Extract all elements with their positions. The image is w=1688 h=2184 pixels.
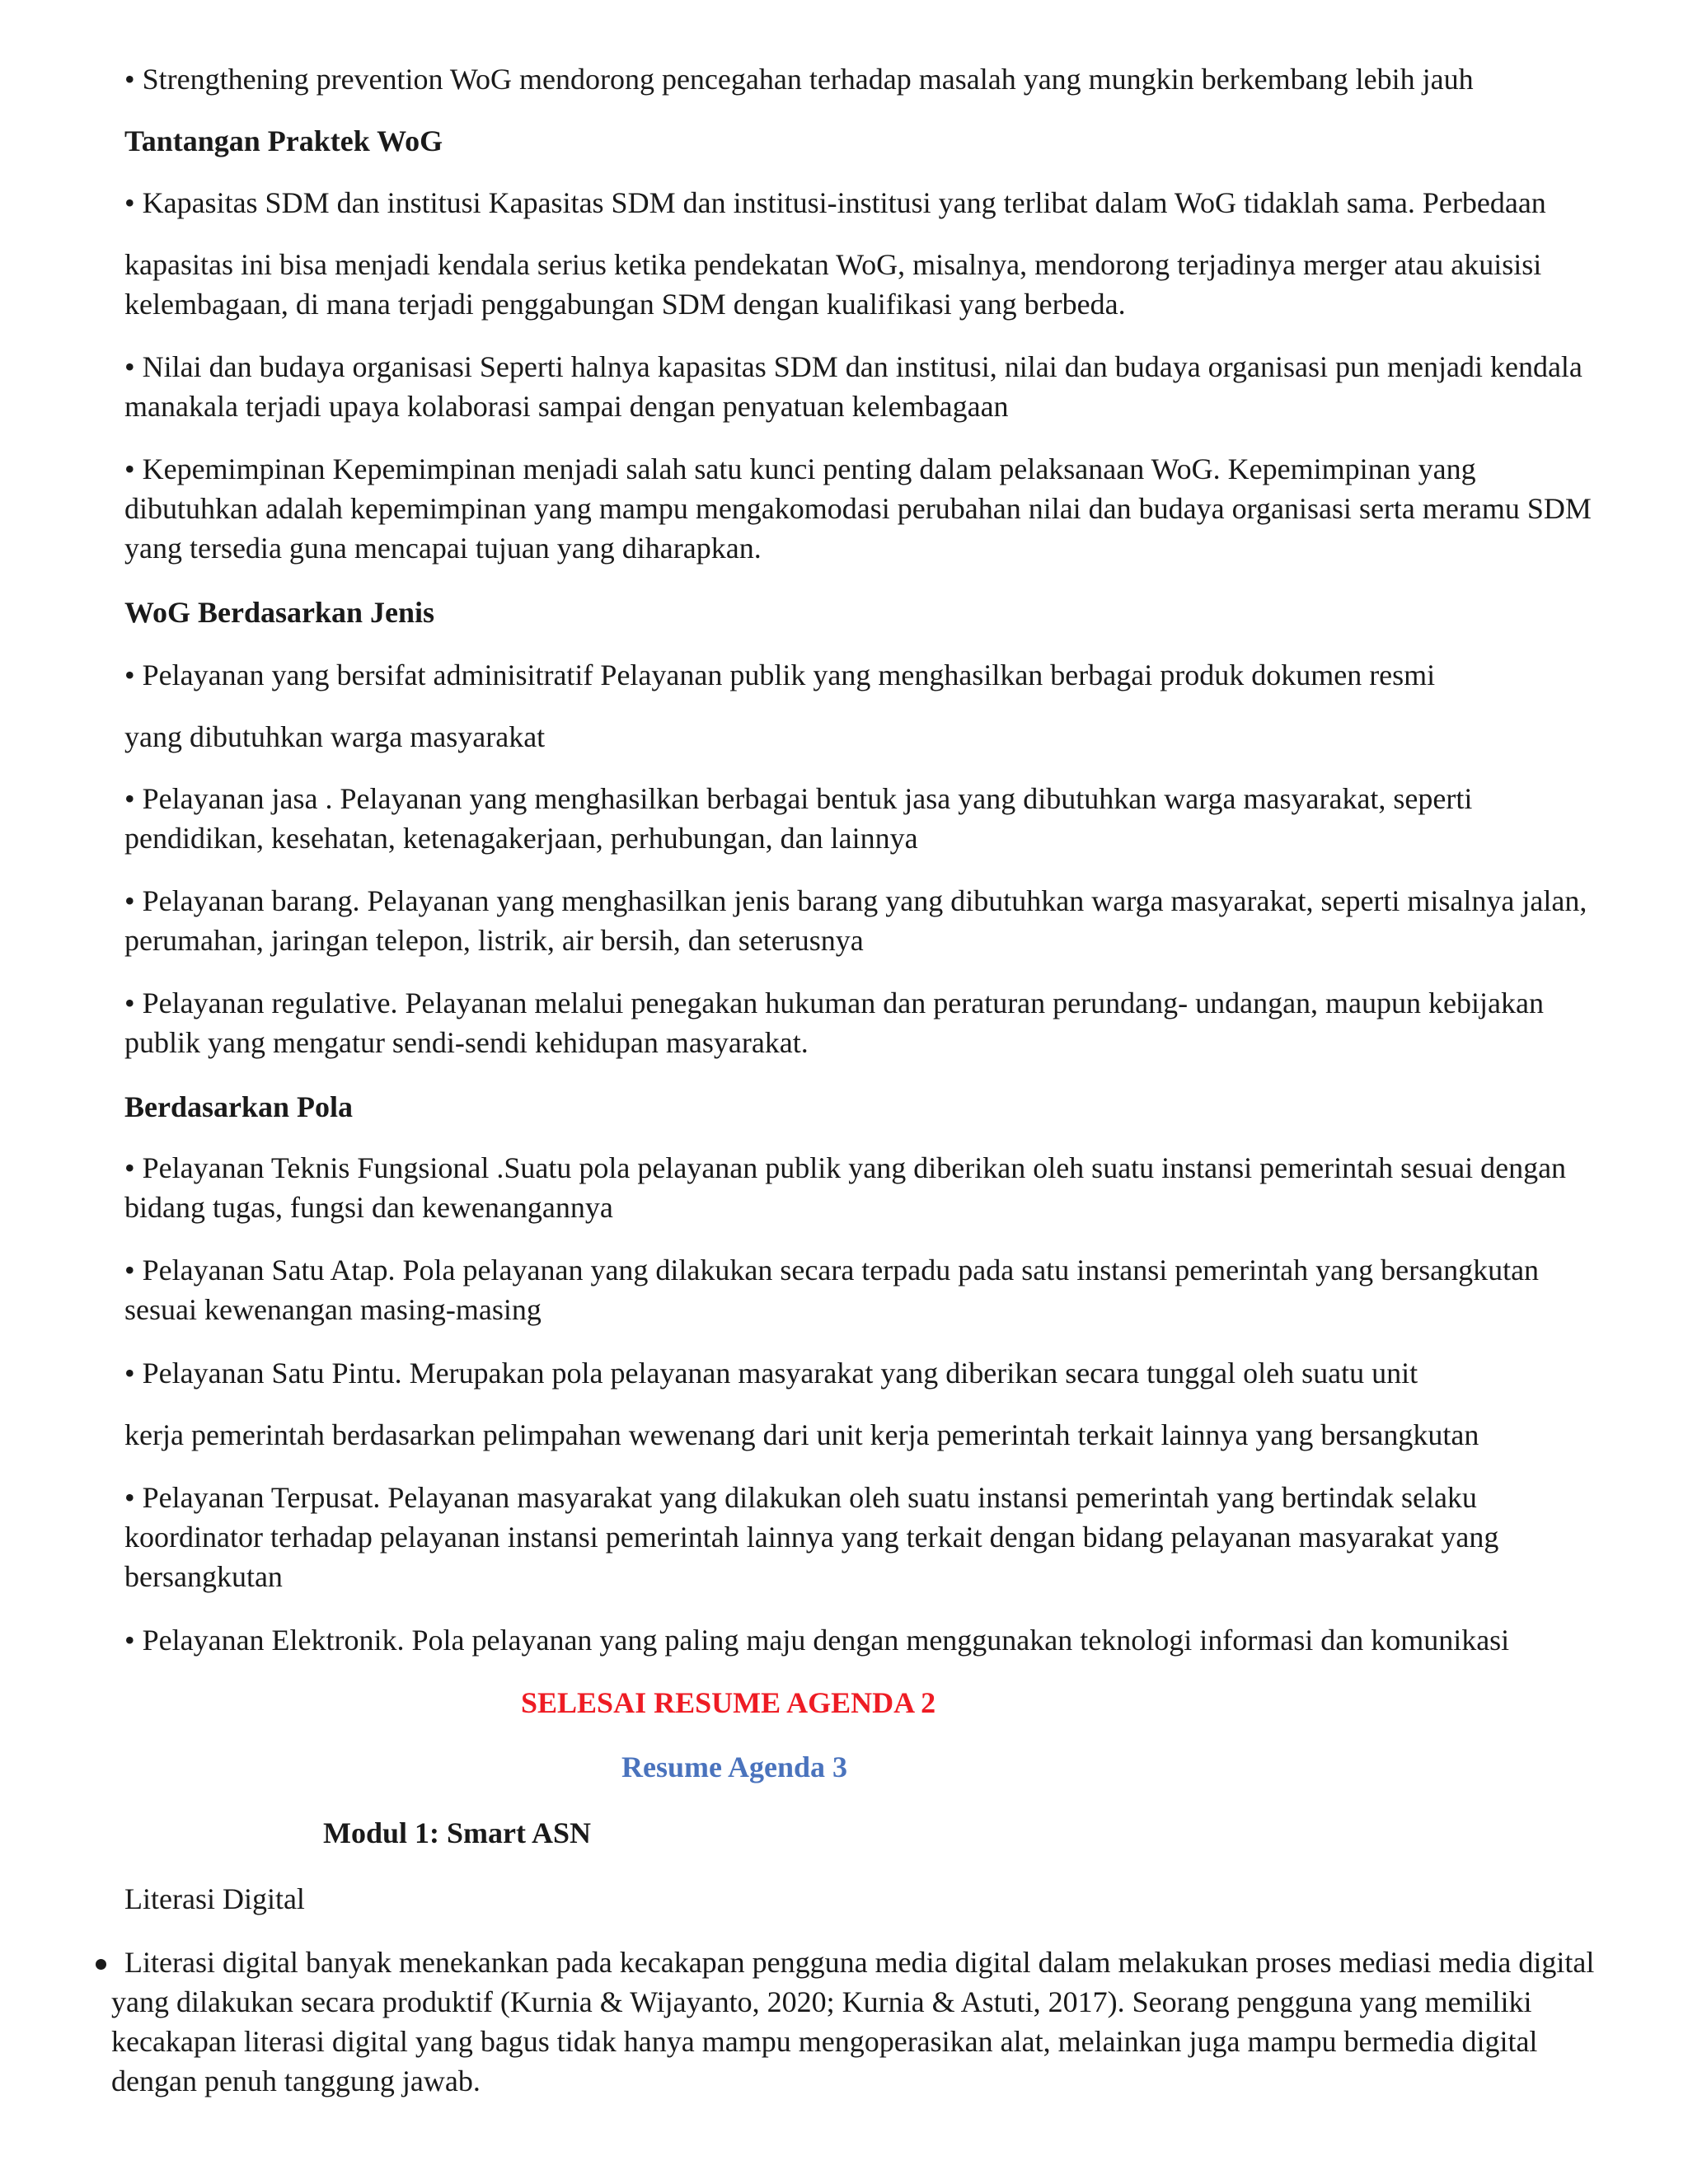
bullet-nilai-budaya: • Nilai dan budaya organisasi Seperti halnya kapasitas SDM dan institusi, nilai dan budaya organisasi pun menjadi kendala manakala terjadi upaya kolaborasi sampai dengan penyatuan kelembagaan: [124, 350, 1582, 423]
modul-title: Modul 1: Smart ASN: [323, 1816, 592, 1849]
bullet-strengthening-prevention: • Strengthening prevention WoG mendorong pencegahan terhadap masalah yang mungkin berkembang lebih jauh: [124, 63, 1474, 96]
paragraph-satu-pintu-continued: kerja pemerintah berdasarkan pelimpahan wewenang dari unit kerja pemerintah terkait lainnya yang bersangkutan: [124, 1418, 1479, 1451]
bullet-kepemimpinan: • Kepemimpinan Kepemimpinan menjadi salah satu kunci penting dalam pelaksanaan WoG. Kepemimpinan yang dibutuhkan adalah kepemimpinan yang mampu mengakomodasi perubahan nilai dan budaya organisasi serta meramu SDM yang tersedia guna mencapai tujuan yang diharapkan.: [124, 452, 1592, 565]
bullet-kapasitas-sdm: • Kapasitas SDM dan institusi Kapasitas SDM dan institusi-institusi yang terlibat dalam WoG tidaklah sama. Perbedaan: [124, 186, 1546, 219]
paragraph-kapasitas-continued: kapasitas ini bisa menjadi kendala serius ketika pendekatan WoG, misalnya, mendorong terjadinya merger atau akuisisi kelembagaan, di mana terjadi penggabungan SDM dengan kualifikasi yang berbeda.: [124, 248, 1542, 321]
bullet-pelayanan-teknis-fungsional: • Pelayanan Teknis Fungsional .Suatu pola pelayanan publik yang diberikan oleh suatu instansi pemerintah sesuai dengan bidang tugas, fungsi dan kewenangannya: [124, 1151, 1567, 1224]
list-item-text: Literasi digital banyak menekankan pada kecakapan pengguna media digital dalam melakukan proses mediasi media digital yang dilakukan secara produktif (Kurnia & Wijayanto, 2020; Kurnia & Astuti, 2017). Seorang pengguna yang memiliki kecakapan literasi digital yang bagus tidak hanya mampu mengoperasikan alat, melainkan juga mampu bermedia digital dengan penuh tanggung jawab.: [111, 1946, 1595, 2097]
list-item: [111, 1943, 1611, 2101]
bullet-pelayanan-satu-atap: • Pelayanan Satu Atap. Pola pelayanan yang dilakukan secara terpadu pada satu instansi pemerintah yang bersangkutan sesuai kewenangan masing-masing: [124, 1254, 1540, 1326]
bullet-pelayanan-elektronik: • Pelayanan Elektronik. Pola pelayanan yang paling maju dengan menggunakan teknologi informasi dan komunikasi: [124, 1624, 1510, 1657]
literasi-digital-list: [111, 1943, 1611, 2101]
bullet-pelayanan-regulative: • Pelayanan regulative. Pelayanan melalui penegakan hukuman dan peraturan perundang- undangan, maupun kebijakan publik yang mengatur sendi-sendi kehidupan masyarakat.: [124, 987, 1544, 1059]
paragraph-administratif-continued: yang dibutuhkan warga masyarakat: [124, 720, 546, 753]
bullet-pelayanan-administratif: • Pelayanan yang bersifat adminisitratif Pelayanan publik yang menghasilkan berbagai produk dokumen resmi: [124, 658, 1436, 691]
agenda-end-heading: SELESAI RESUME AGENDA 2: [521, 1686, 936, 1719]
heading-tantangan-praktek-wog: Tantangan Praktek WoG: [124, 124, 443, 157]
heading-wog-berdasarkan-jenis: WoG Berdasarkan Jenis: [124, 596, 435, 629]
agenda-next-heading: Resume Agenda 3: [621, 1750, 848, 1783]
bullet-pelayanan-jasa: • Pelayanan jasa . Pelayanan yang menghasilkan berbagai bentuk jasa yang dibutuhkan warga masyarakat, seperti pendidikan, kesehatan, ketenagakerjaan, perhubungan, dan lainnya: [124, 782, 1473, 855]
heading-berdasarkan-pola: Berdasarkan Pola: [124, 1090, 354, 1123]
section-title-literasi-digital: Literasi Digital: [124, 1882, 305, 1915]
bullet-dot-icon: [96, 1959, 106, 1970]
bullet-pelayanan-satu-pintu: • Pelayanan Satu Pintu. Merupakan pola pelayanan masyarakat yang diberikan secara tunggal oleh suatu unit: [124, 1357, 1418, 1390]
bullet-pelayanan-terpusat: • Pelayanan Terpusat. Pelayanan masyarakat yang dilakukan oleh suatu instansi pemerintah yang bertindak selaku koordinator terhadap pelayanan instansi pemerintah lainnya yang terkait dengan bidang pelayanan masyarakat yang bersangkutan: [124, 1481, 1499, 1593]
bullet-pelayanan-barang: • Pelayanan barang. Pelayanan yang menghasilkan jenis barang yang dibutuhkan warga masyarakat, seperti misalnya jalan, perumahan, jaringan telepon, listrik, air bersih, dan seterusnya: [124, 884, 1587, 957]
